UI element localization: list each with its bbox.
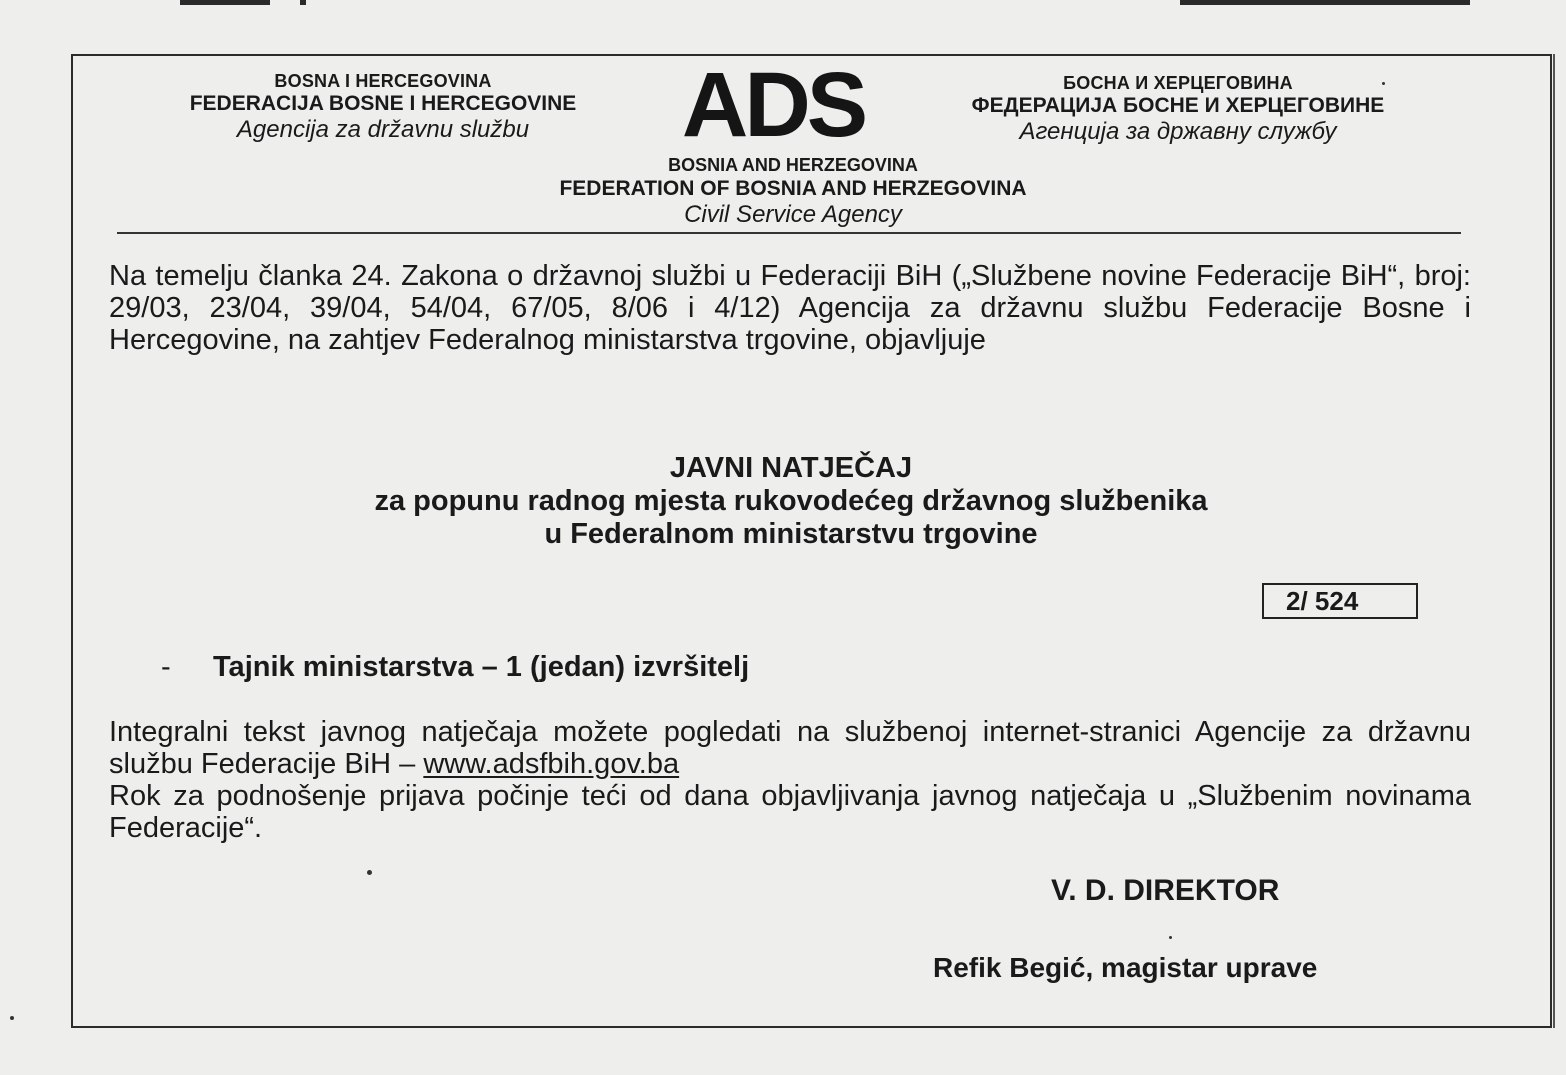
print-speck [367,870,372,875]
info-paragraph-website [109,716,1471,780]
header-federation: FEDERACIJA BOSNE I HERCEGOVINE [189,92,577,115]
signature-title: V. D. DIREKTOR [1051,874,1280,907]
logo-text: ADS [681,62,865,144]
header-divider [117,232,1461,234]
announcement-box [71,54,1552,1028]
position-item [161,650,749,684]
print-speck [1169,936,1172,939]
title-heading: JAVNI NATJEČAJ [669,452,913,484]
intro-paragraph: Na temelju članka 24. Zakona o državnoj službi u Federaciji BiH („Službene novine Federacije BiH“, broj: 29/03, 23/04, 39/04, 54/04, 67/05, 8/06 i 4/12) Agencija za državnu službu Federacije Bosne i Hercegovine, na zahtjev Federalnog ministarstva trgovine, objavljuje [109,260,1471,356]
cut-off-text-mark [300,0,306,5]
info-section [109,716,1471,844]
previous-page-edge [0,0,1566,12]
signature-name: Refik Begić, magistar uprave [933,952,1318,983]
header-agency: Agencija za državnu službu [236,116,530,143]
header-english [493,154,1093,229]
info-paragraph-deadline: Rok za podnošenje prijava počinje teći od dana objavljivanja javnog natječaja u „Službenim novinama Federacije“. [109,780,1471,844]
box-double-edge [1553,54,1555,1028]
list-dash: - [161,651,171,683]
cut-off-text-mark [180,0,270,5]
reference-number-box [1262,583,1418,619]
reference-number: 2/ 524 [1286,586,1359,616]
header-agency-cyrillic: Агенција за државну службу [1019,118,1337,145]
header-federation-cyrillic: ФЕДЕРАЦИЈА БОСНЕ И ХЕРЦЕГОВИНЕ [971,94,1385,117]
announcement-title [173,452,1409,551]
header-cyrillic [908,72,1448,146]
website-link[interactable]: www.adsfbih.gov.ba [423,748,680,780]
ads-logo [653,62,893,144]
info-text: Integralni tekst javnog natječaja možete pogledati na službenoj internet-stranici Agencije za državnu službu Federacije BiH – [109,716,1471,780]
header-agency-english: Civil Service Agency [684,201,902,228]
position-text: Tajnik ministarstva – 1 (jedan) izvršitelj [213,651,750,683]
title-ministry: u Federalnom ministarstvu trgovine [544,518,1038,550]
header-federation-english: FEDERATION OF BOSNIA AND HERZEGOVINA [559,177,1027,200]
title-subheading: za popunu radnog mjesta rukovodećeg državnog službenika [374,485,1208,517]
cut-off-text-mark [1180,0,1470,5]
header-latin [133,70,633,144]
header-country-english: BOSNIA AND HERZEGOVINA [668,155,918,175]
print-speck [10,1016,14,1020]
print-speck [1382,82,1385,85]
header-country: BOSNA I HERCEGOVINA [274,71,492,91]
header-country-cyrillic: БОСНА И ХЕРЦЕГОВИНА [1063,73,1293,93]
